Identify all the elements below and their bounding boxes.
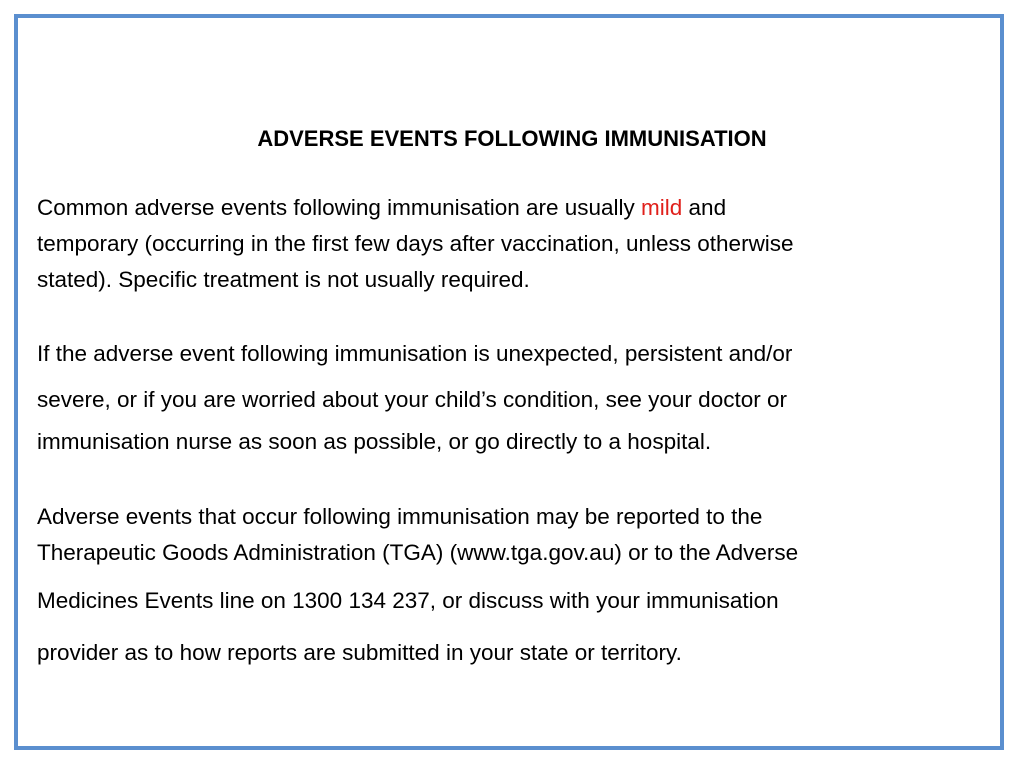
paragraph-unexpected-events	[37, 336, 997, 460]
paragraph-line: severe, or if you are worried about your child’s condition, see your doctor or	[37, 387, 787, 412]
paragraph-line: Therapeutic Goods Administration (TGA) (www.tga.gov.au) or to the Adverse	[37, 540, 799, 565]
paragraph-reporting	[37, 499, 997, 679]
paragraph-line	[37, 190, 997, 226]
text-segment: and	[682, 195, 727, 220]
paragraph-line: stated). Specific treatment is not usually required.	[37, 267, 530, 292]
paragraph-line: Medicines Events line on 1300 134 237, or discuss with your immunisation	[37, 588, 779, 613]
paragraph-line: immunisation nurse as soon as possible, or go directly to a hospital.	[37, 429, 712, 454]
paragraph-line: Adverse events that occur following immunisation may be reported to the	[37, 504, 763, 529]
paragraph-line: provider as to how reports are submitted in your state or territory.	[37, 640, 682, 665]
paragraph-line: If the adverse event following immunisation is unexpected, persistent and/or	[37, 341, 793, 366]
text-segment: Common adverse events following immunisation are usually	[37, 195, 642, 220]
paragraph-common-events	[37, 190, 997, 298]
paragraph-line: temporary (occurring in the first few days after vaccination, unless otherwise	[37, 231, 794, 256]
slide-title: ADVERSE EVENTS FOLLOWING IMMUNISATION	[257, 126, 767, 151]
highlighted-word-mild: mild	[641, 195, 683, 220]
